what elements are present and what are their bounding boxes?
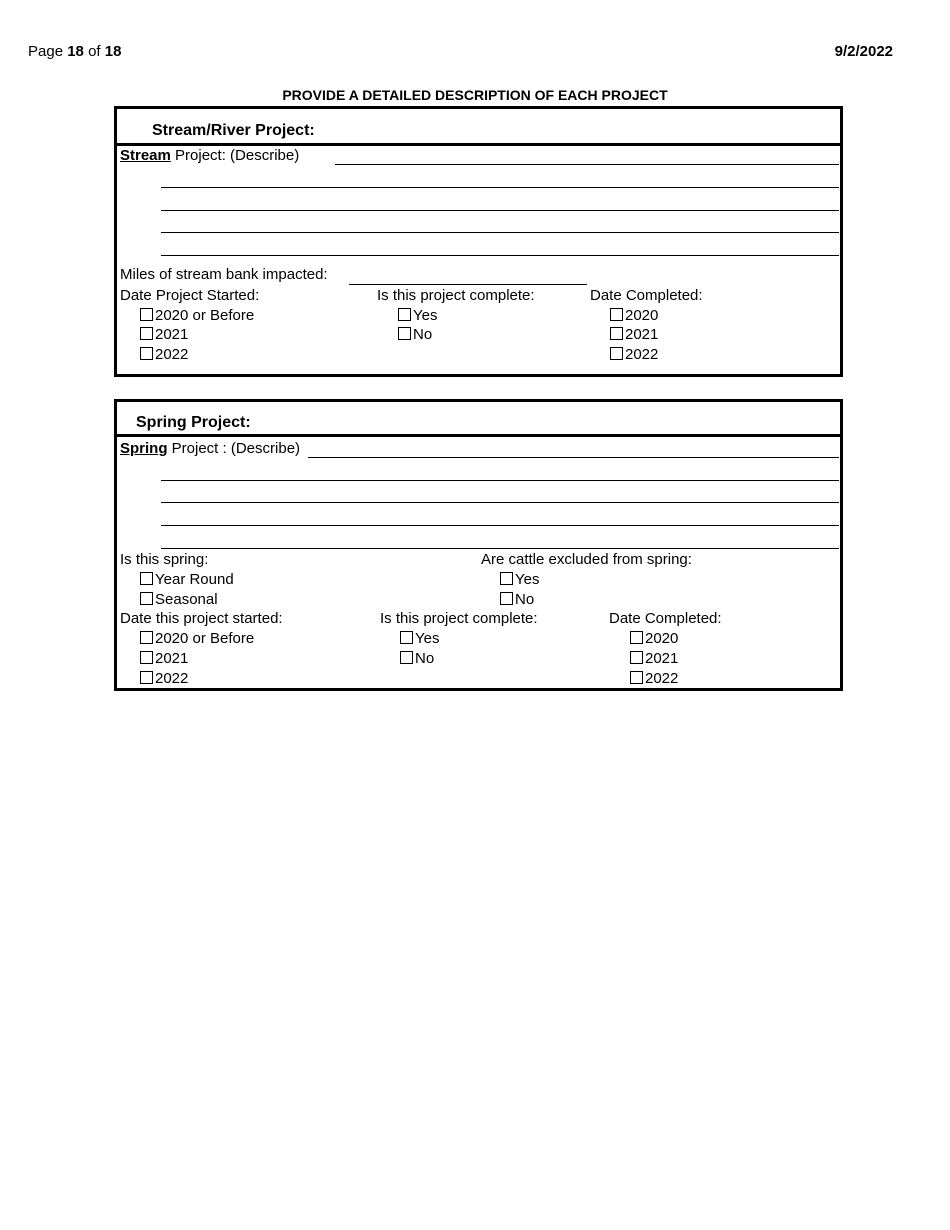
spring-started-label: Date this project started:	[120, 610, 283, 627]
spring-describe-line-2[interactable]	[161, 480, 839, 481]
stream-describe-rest: Project: (Describe)	[170, 147, 300, 164]
checkbox-icon	[630, 651, 643, 664]
stream-miles-input[interactable]	[349, 284, 587, 285]
stream-describe-bold: Stream	[120, 147, 171, 164]
spring-describe-line-3[interactable]	[161, 502, 839, 503]
stream-started-option-2020[interactable]: 2020 or Before	[140, 308, 254, 323]
checkbox-icon	[610, 308, 623, 321]
checkbox-icon	[400, 651, 413, 664]
page-prefix: Page	[28, 43, 64, 60]
stream-completed-label: Date Completed:	[590, 287, 703, 304]
spring-completed-option-2022[interactable]: 2022	[630, 671, 678, 686]
checkbox-icon	[140, 592, 153, 605]
spring-cattle-label: Are cattle excluded from spring:	[481, 551, 692, 568]
spring-describe-line-4[interactable]	[161, 525, 839, 526]
spring-describe-label	[120, 441, 300, 456]
page-number	[28, 44, 121, 59]
checkbox-icon	[500, 572, 513, 585]
checkbox-icon	[140, 327, 153, 340]
checkbox-icon	[610, 327, 623, 340]
checkbox-icon	[140, 671, 153, 684]
spring-complete-option-no[interactable]: No	[400, 651, 434, 666]
stream-title-divider	[114, 143, 843, 146]
main-title: PROVIDE A DETAILED DESCRIPTION OF EACH PROJECT	[282, 87, 668, 103]
spring-describe-line-1[interactable]	[308, 457, 839, 458]
spring-describe-bold: Spring	[120, 440, 168, 457]
spring-type-label: Is this spring:	[120, 551, 209, 568]
spring-completed-option-2020[interactable]: 2020	[630, 631, 678, 646]
page-current: 18	[67, 43, 84, 60]
checkbox-icon	[140, 308, 153, 321]
stream-miles-label: Miles of stream bank impacted:	[120, 266, 328, 283]
spring-started-option-2021[interactable]: 2021	[140, 651, 188, 666]
checkbox-icon	[398, 308, 411, 321]
stream-completed-option-2021[interactable]: 2021	[610, 327, 658, 342]
spring-describe-rest: Project : (Describe)	[167, 440, 301, 457]
stream-started-option-2022[interactable]: 2022	[140, 347, 188, 362]
stream-section-title: Stream/River Project:	[152, 122, 315, 139]
spring-started-option-2020[interactable]: 2020 or Before	[140, 631, 254, 646]
page-total: 18	[104, 43, 122, 60]
checkbox-icon	[140, 631, 153, 644]
checkbox-icon	[140, 651, 153, 664]
stream-started-label: Date Project Started:	[120, 287, 260, 304]
stream-complete-option-yes[interactable]: Yes	[398, 308, 437, 323]
spring-section-title: Spring Project:	[136, 414, 251, 431]
spring-type-option-seasonal[interactable]: Seasonal	[140, 592, 218, 607]
spring-cattle-option-no[interactable]: No	[500, 592, 534, 607]
spring-describe-line-5[interactable]	[161, 548, 839, 549]
stream-describe-line-5[interactable]	[161, 255, 839, 256]
stream-describe-line-3[interactable]	[161, 210, 839, 211]
spring-title-divider	[114, 434, 843, 437]
checkbox-icon	[140, 572, 153, 585]
checkbox-icon	[400, 631, 413, 644]
checkbox-icon	[140, 347, 153, 360]
spring-type-option-year-round[interactable]: Year Round	[140, 572, 234, 587]
stream-started-option-2021[interactable]: 2021	[140, 327, 188, 342]
checkbox-icon	[500, 592, 513, 605]
stream-complete-label: Is this project complete:	[377, 287, 535, 304]
checkbox-icon	[398, 327, 411, 340]
stream-describe-label	[120, 148, 299, 163]
page-date: 9/2/2022	[834, 43, 893, 60]
spring-cattle-option-yes[interactable]: Yes	[500, 572, 539, 587]
checkbox-icon	[630, 671, 643, 684]
stream-completed-option-2020[interactable]: 2020	[610, 308, 658, 323]
stream-describe-line-1[interactable]	[335, 164, 839, 165]
stream-describe-line-4[interactable]	[161, 232, 839, 233]
spring-complete-option-yes[interactable]: Yes	[400, 631, 439, 646]
stream-complete-option-no[interactable]: No	[398, 327, 432, 342]
stream-completed-option-2022[interactable]: 2022	[610, 347, 658, 362]
spring-completed-label: Date Completed:	[609, 610, 722, 627]
checkbox-icon	[630, 631, 643, 644]
spring-completed-option-2021[interactable]: 2021	[630, 651, 678, 666]
spring-complete-label: Is this project complete:	[380, 610, 538, 627]
checkbox-icon	[610, 347, 623, 360]
stream-describe-line-2[interactable]	[161, 187, 839, 188]
page-of: of	[88, 43, 101, 60]
spring-started-option-2022[interactable]: 2022	[140, 671, 188, 686]
